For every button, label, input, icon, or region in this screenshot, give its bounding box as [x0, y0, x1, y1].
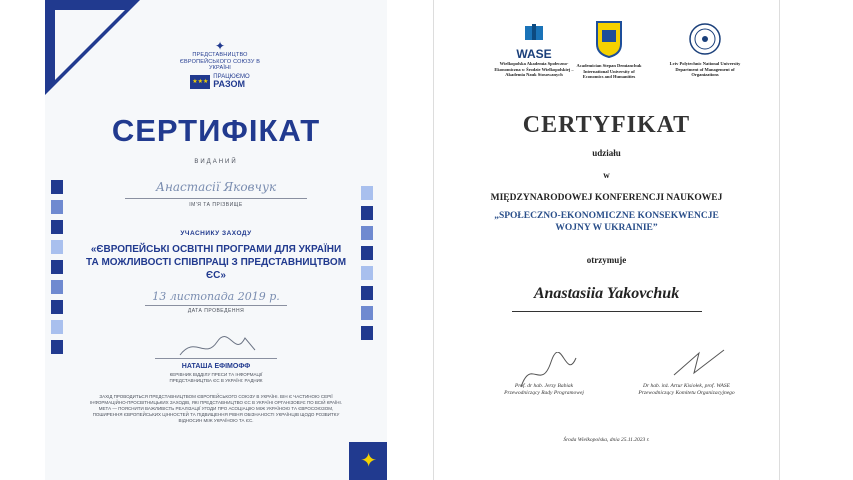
udzialu-text: udziału: [592, 148, 621, 158]
recipient-handwritten: Анастасії Яковчук: [155, 180, 277, 194]
right-signature-scribble-icon: [669, 345, 729, 385]
signature-left-role: Przewodniczący Rady Programowej: [504, 390, 584, 396]
signature-right-role: Przewodniczący Komitetu Organizacyjnego: [638, 390, 735, 396]
four-point-star-icon: ✦: [360, 450, 377, 472]
lviv-caption: Lviv Polytechnic National University Department of Management of Organizations: [669, 61, 741, 77]
megu-caption: Academician Stepan Demianchuk International University of Economics and Humanities: [576, 63, 642, 79]
footer-text: ЗАХІД ПРОВОДИТЬСЯ ПРЕДСТАВНИЦТВОМ ЄВРОПЕЙСЬКОГО СОЮЗУ В УКРАЇНІ. ВІН Є ЧАСТИНОЮ СЕРІЇ ІНФОРМАЦІЙНО-ПРОСВІТНИЦЬКИХ ЗАХОДІВ, ЯКІ ПРЕДСТАВНИЦТВО ЄС В УКРАЇНІ ОРГАНІЗОВУЄ ПО ВСІЙ КРАЇНІ. МЕТА — ПОЯСНИТИ ВАЖЛИВІСТЬ РЕАЛІЗАЦІЇ УГОДИ ПРО АСОЦІАЦІЮ МІЖ УКРАЇНОЮ ТА ЄВРОСОЮЗОМ, ПОШИРЕННЯ ЄВРОПЕЙСЬКИХ ЦІННОСТЕЙ ТА ПІДВИЩЕННЯ РІВНЯ ОБІЗНАНОСТІ УКРАЇНЦІВ ЩОДО РОЗВИТКУ ВІДНОСИН МІЖ УКРАЇНОЮ ТА ЄС.: [89, 394, 343, 423]
w-text: w: [603, 170, 610, 180]
wase-caption: Wielkopolska Akademia Społeczno-Ekonomiczna w Środzie Wielkopolskiej – Akademia Nauk Stosowanych: [494, 61, 574, 77]
certificate-ukrainian: [45, 0, 387, 480]
conference-title-line1: „SPOŁECZNO-EKONOMICZNE KONSEKWENCJE: [494, 211, 719, 221]
signatory-role: КЕРІВНИК ВІДДІЛУ ПРЕСИ ТА ІНФОРМАЦІЇ ПРЕДСТАВНИЦТВА ЄС В УКРАЇНІ: РАДНИК: [169, 372, 263, 383]
certificate-title: СЕРТИФІКАТ: [111, 113, 321, 148]
signature-left: [474, 383, 614, 397]
right-stripe-decoration: [361, 186, 373, 340]
megu-shield-icon: [595, 20, 623, 58]
wase-book-icon: [523, 22, 545, 42]
corner-inner-cut: [55, 10, 125, 80]
issued-label: ВИДАНИЙ: [194, 159, 238, 165]
signatory-name: НАТАША ЕФІМОФФ: [181, 363, 251, 370]
conference-label: MIĘDZYNARODOWEJ KONFERENCJI NAUKOWEJ: [490, 193, 723, 203]
certificate-polish: [433, 0, 780, 480]
date-handwritten: 13 листопада 2019 р.: [152, 290, 280, 303]
receives-text: otrzymuje: [586, 255, 627, 265]
date-underline: [145, 305, 287, 306]
logo-text: ПРЕДСТАВНИЦТВО ЄВРОПЕЙСЬКОГО СОЮЗУ В УКРАЇНІ: [179, 52, 261, 71]
megu-logo: [574, 20, 644, 80]
eu-star-icon: ✦: [214, 39, 226, 53]
lviv-polytechnic-logo: [666, 22, 744, 78]
signature-right: [614, 383, 759, 397]
logo-slogan-bottom: РАЗОМ: [213, 78, 246, 89]
conference-title-line2: WOJNY W UKRAINIE”: [555, 223, 658, 233]
lviv-seal-icon: [688, 22, 722, 56]
eu-delegation-logo: [175, 40, 265, 90]
recipient-underline: [125, 198, 307, 199]
signature-left-name: Prof. dr hab. Jerzy Babiak: [514, 383, 574, 389]
recipient-name: Anastasiia Yakovchuk: [533, 285, 680, 302]
signature-line: [155, 358, 277, 359]
recipient-underline: [512, 311, 702, 312]
logo-slogan-top: ПРАЦЮЄМО: [213, 73, 250, 80]
eu-flag-icon: ★★★: [190, 75, 210, 89]
participant-label: УЧАСНИКУ ЗАХОДУ: [180, 230, 252, 237]
date-label: ДАТА ПРОВЕДЕННЯ: [187, 308, 245, 314]
name-hint: ІМ'Я ТА ПРІЗВИЩЕ: [189, 202, 243, 208]
place-date: Środa Wielkopolska, dnia 25.11.2023 r.: [563, 437, 650, 443]
event-title: «ЄВРОПЕЙСЬКІ ОСВІТНІ ПРОГРАМИ ДЛЯ УКРАЇНИ ТА МОЖЛИВОСТІ СПІВПРАЦІ З ПРЕДСТАВНИЦТВОМ ЄС»: [85, 244, 347, 281]
certificate-title: CERTYFIKAT: [522, 112, 691, 138]
signature-right-name: Dr hab. inż. Artur Kisiołek, prof. WASE: [642, 383, 730, 389]
wase-name: WASE: [516, 47, 552, 61]
wase-logo: [489, 22, 579, 78]
